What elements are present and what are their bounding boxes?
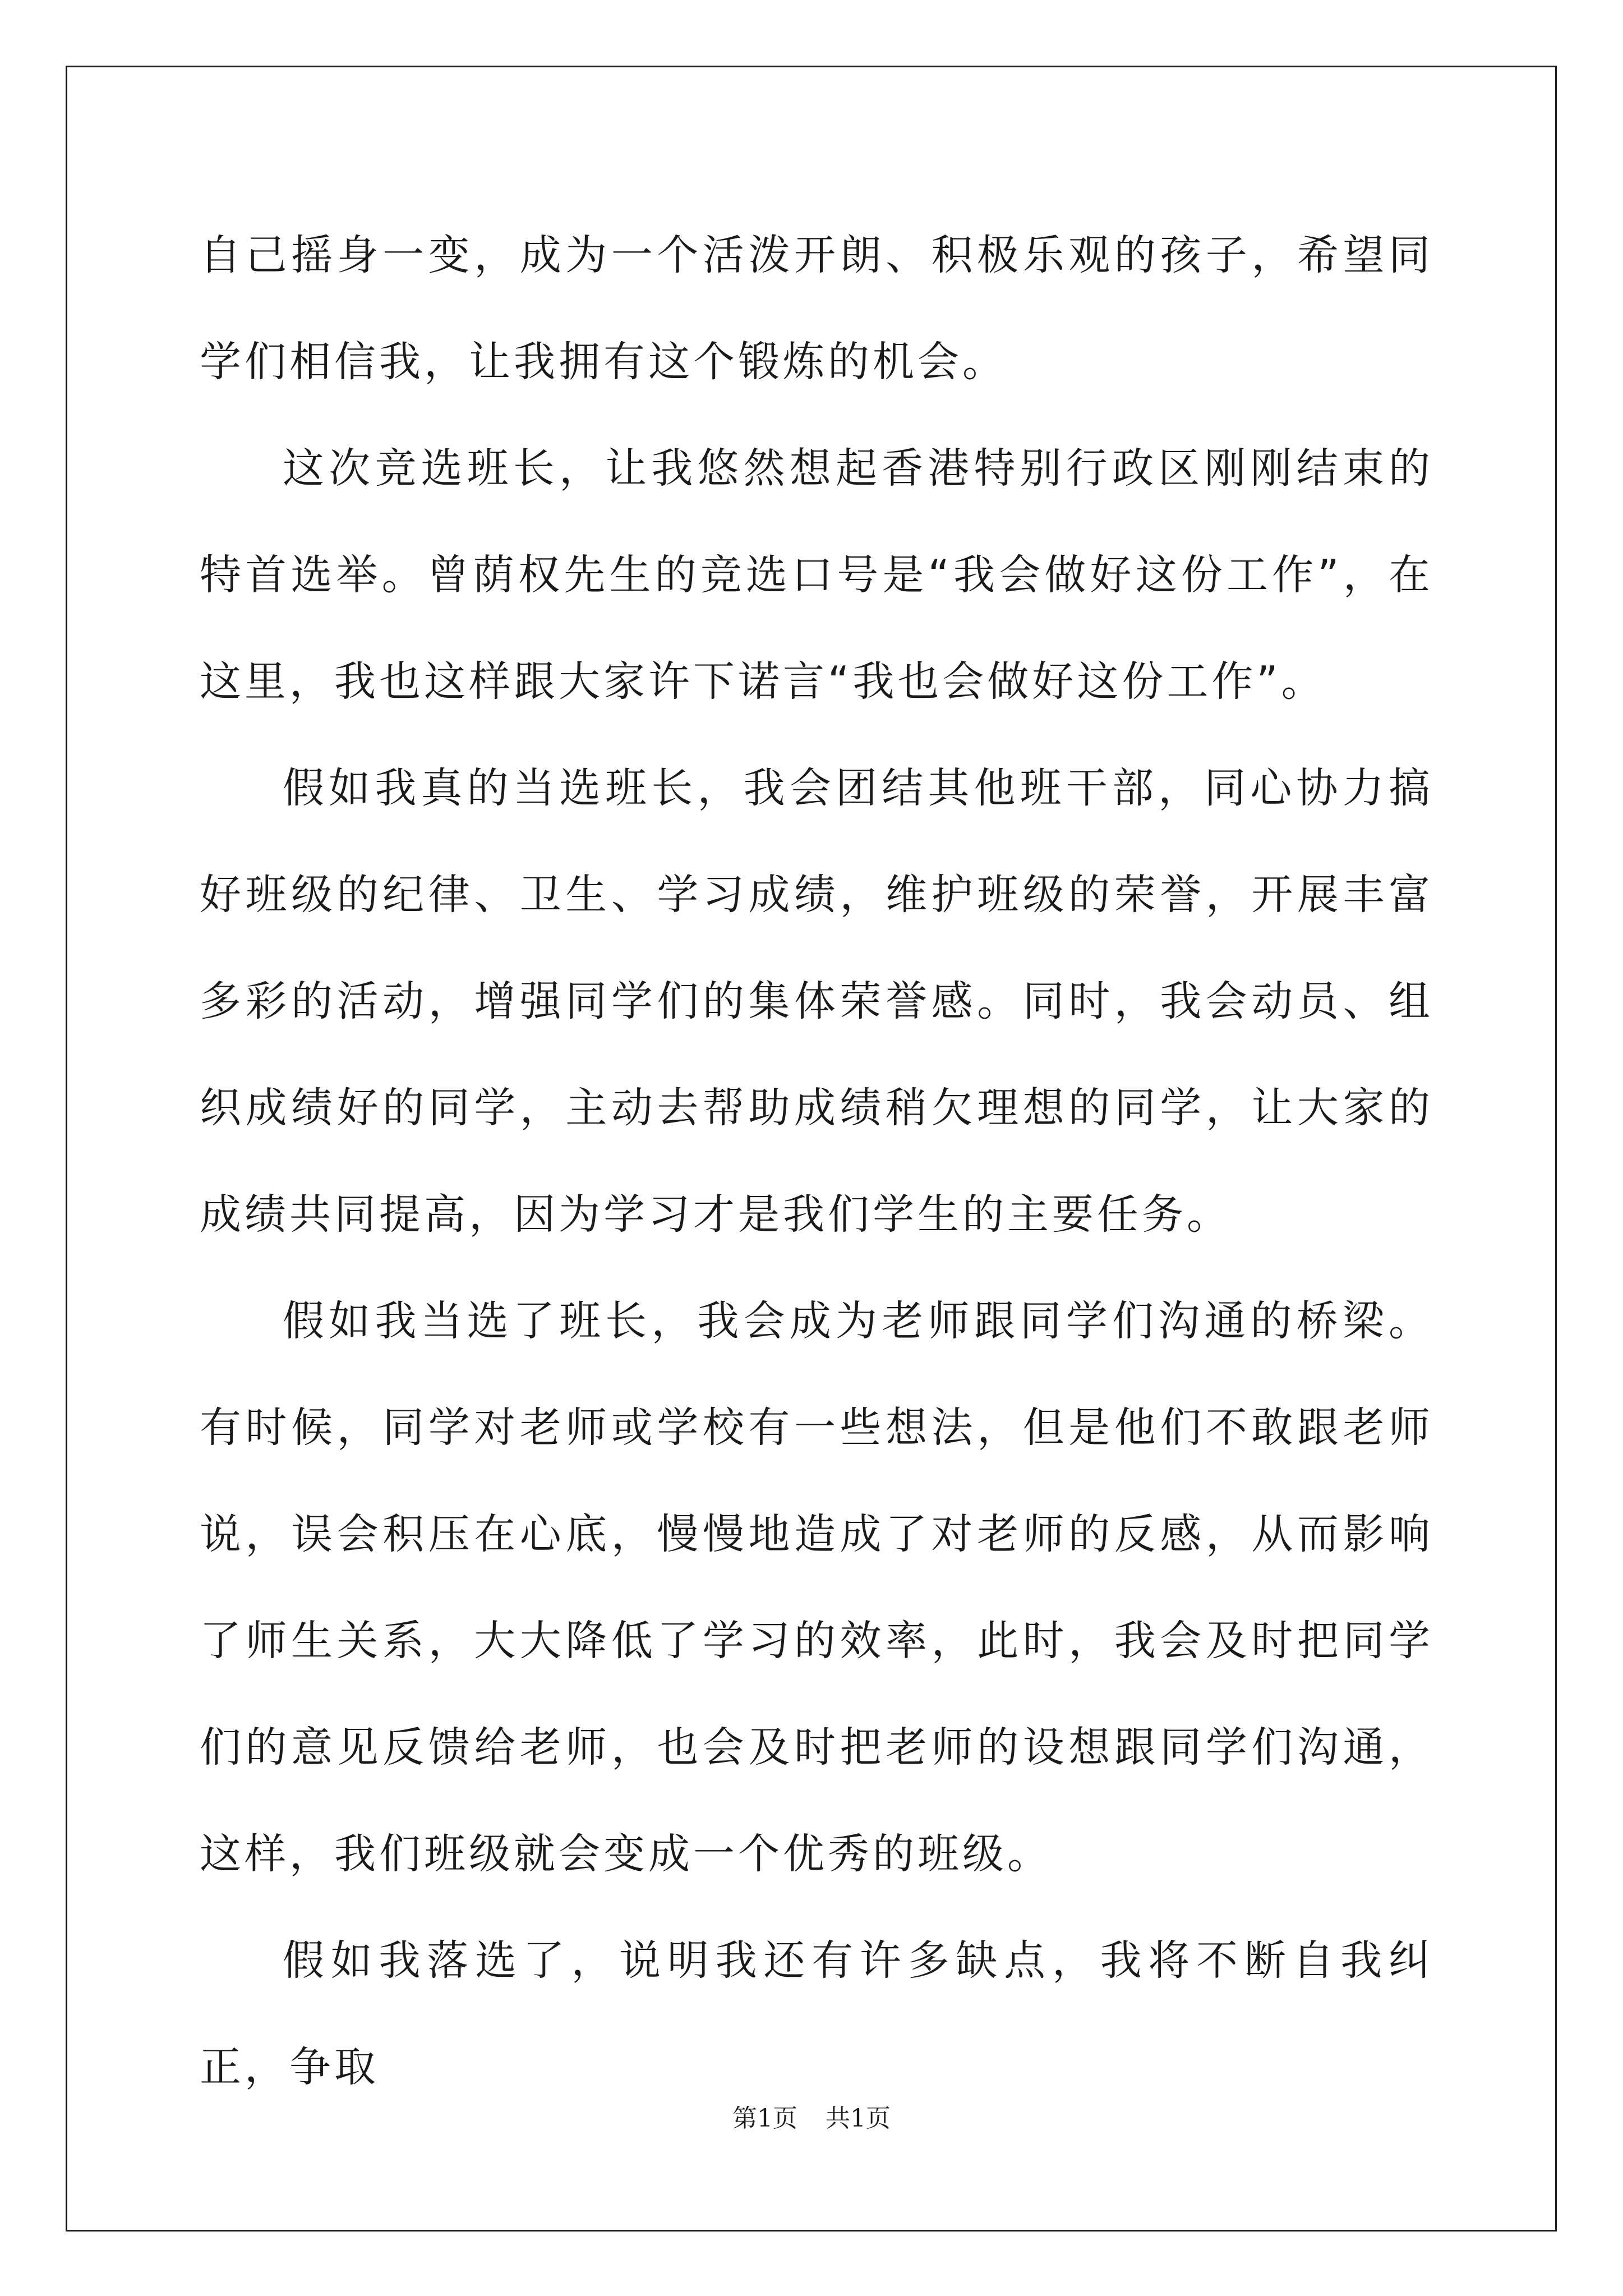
paragraph: 假如我真的当选班长，我会团结其他班干部，同心协力搞好班级的纪律、卫生、学习成绩，维护班级的荣誉，开展丰富多彩的活动，增强同学们的集体荣誉感。同时，我会动员、组织成绩好的同学，主动去帮助成绩稍欠理想的同学，让大家的成绩共同提高，因为学习才是我们学生的主要任务。 — [200, 764, 1433, 1239]
paragraph: 这次竞选班长，让我悠然想起香港特别行政区刚刚结束的特首选举。曾荫权先生的竞选口号是“我会做好这份工作”，在这里，我也这样跟大家许下诺言“我也会做好这份工作”。 — [200, 444, 1433, 706]
page-footer — [0, 2098, 1623, 2134]
page-number: 第1页 — [732, 2104, 797, 2133]
document-body — [200, 202, 1433, 2120]
paragraph: 假如我落选了，说明我还有许多缺点，我将不断自我纠正，争取 — [200, 1936, 1433, 2091]
page-count: 共1页 — [826, 2104, 891, 2133]
paragraph: 假如我当选了班长，我会成为老师跟同学们沟通的桥梁。有时候，同学对老师或学校有一些想法，但是他们不敢跟老师说，误会积压在心底，慢慢地造成了对老师的反感，从而影响了师生关系，大大降低了学习的效率，此时，我会及时把同学们的意见反馈给老师，也会及时把老师的设想跟同学们沟通，这样，我们班级就会变成一个优秀的班级。 — [200, 1297, 1433, 1878]
paragraph: 自己摇身一变，成为一个活泼开朗、积极乐观的孩子，希望同学们相信我，让我拥有这个锻炼的机会。 — [200, 231, 1433, 386]
